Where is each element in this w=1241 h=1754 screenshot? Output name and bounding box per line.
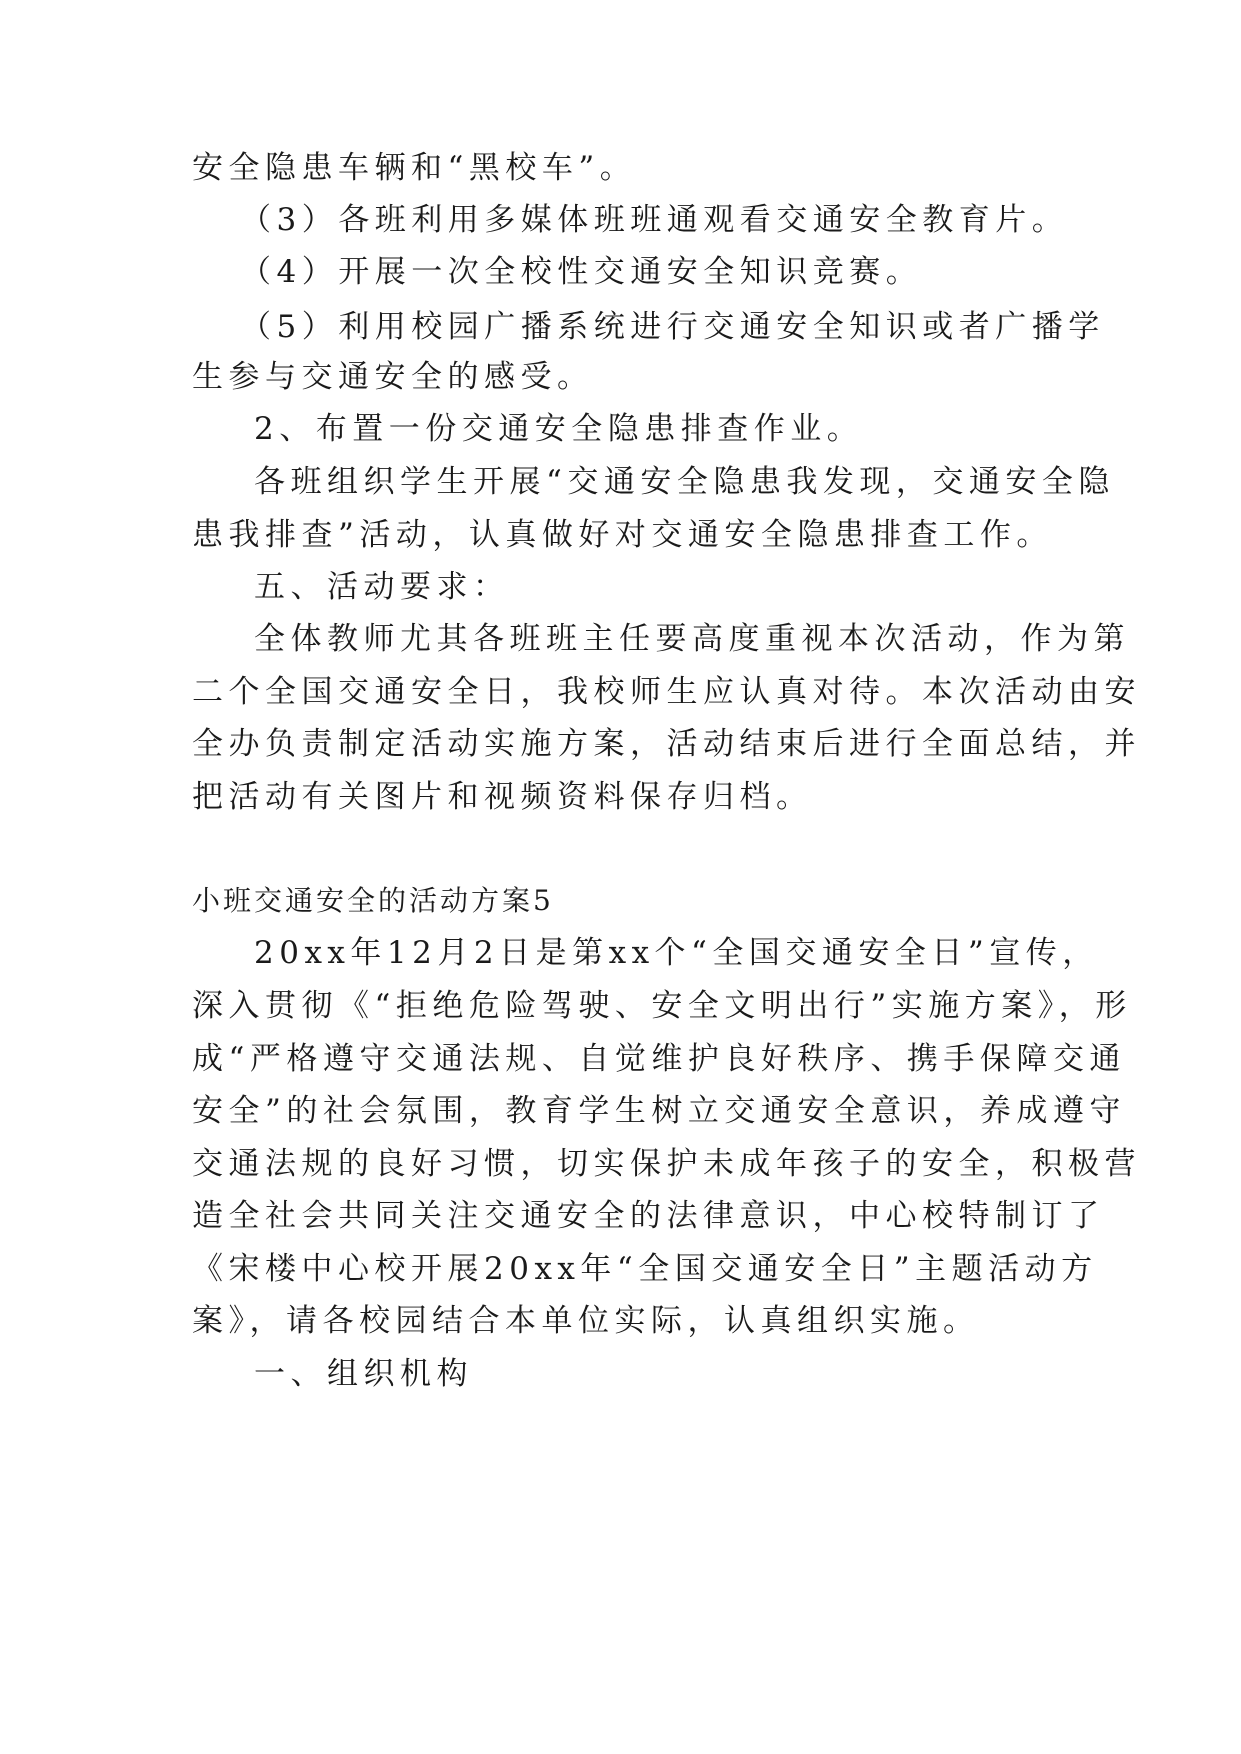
paragraph-line: 各班组织学生开展“交通安全隐患我发现，交通安全隐 xyxy=(254,464,1115,500)
paragraph-line: 成“严格遵守交通法规、自觉维护良好秩序、携手保障交通 xyxy=(192,1041,1126,1077)
paragraph-line: 全体教师尤其各班班主任要高度重视本次活动，作为第 xyxy=(254,621,1130,657)
section-heading: 五、活动要求： xyxy=(254,569,510,605)
document-title: 小班交通安全的活动方案5 xyxy=(192,884,554,917)
paragraph-line: 全办负责制定活动实施方案，活动结束后进行全面总结，并 xyxy=(192,726,1141,762)
list-item: （3）各班利用多媒体班班通观看交通安全教育片。 xyxy=(240,202,1069,238)
paragraph-line: 交通法规的良好习惯，切实保护未成年孩子的安全，积极营 xyxy=(192,1146,1141,1182)
paragraph-line: 深入贯彻《“拒绝危险驾驶、安全文明出行”实施方案》，形 xyxy=(192,988,1132,1024)
list-item: （5）利用校园广播系统进行交通安全知识或者广播学 xyxy=(240,309,1105,345)
paragraph-line: 安全”的社会氛围，教育学生树立交通安全意识，养成遵守 xyxy=(192,1093,1126,1129)
paragraph-line: 生参与交通安全的感受。 xyxy=(192,359,594,395)
section-item: 2、布置一份交通安全隐患排查作业。 xyxy=(254,411,864,447)
paragraph-line: 安全隐患车辆和“黑校车”。 xyxy=(192,150,637,186)
paragraph-line: 案》，请各校园结合本单位实际，认真组织实施。 xyxy=(192,1303,980,1339)
paragraph-line: 20xx年12月2日是第xx个“全国交通安全日”宣传， xyxy=(254,935,1099,971)
list-item: （4）开展一次全校性交通安全知识竞赛。 xyxy=(240,254,923,290)
paragraph-line: 二个全国交通安全日，我校师生应认真对待。本次活动由安 xyxy=(192,674,1141,710)
paragraph-line: 造全社会共同关注交通安全的法律意识，中心校特制订了 xyxy=(192,1198,1105,1234)
section-heading: 一、组织机构 xyxy=(254,1356,473,1392)
paragraph-line: 《宋楼中心校开展20xx年“全国交通安全日”主题活动方 xyxy=(192,1251,1098,1287)
paragraph-line: 患我排查”活动，认真做好对交通安全隐患排查工作。 xyxy=(192,517,1053,553)
paragraph-line: 把活动有关图片和视频资料保存归档。 xyxy=(192,779,813,815)
